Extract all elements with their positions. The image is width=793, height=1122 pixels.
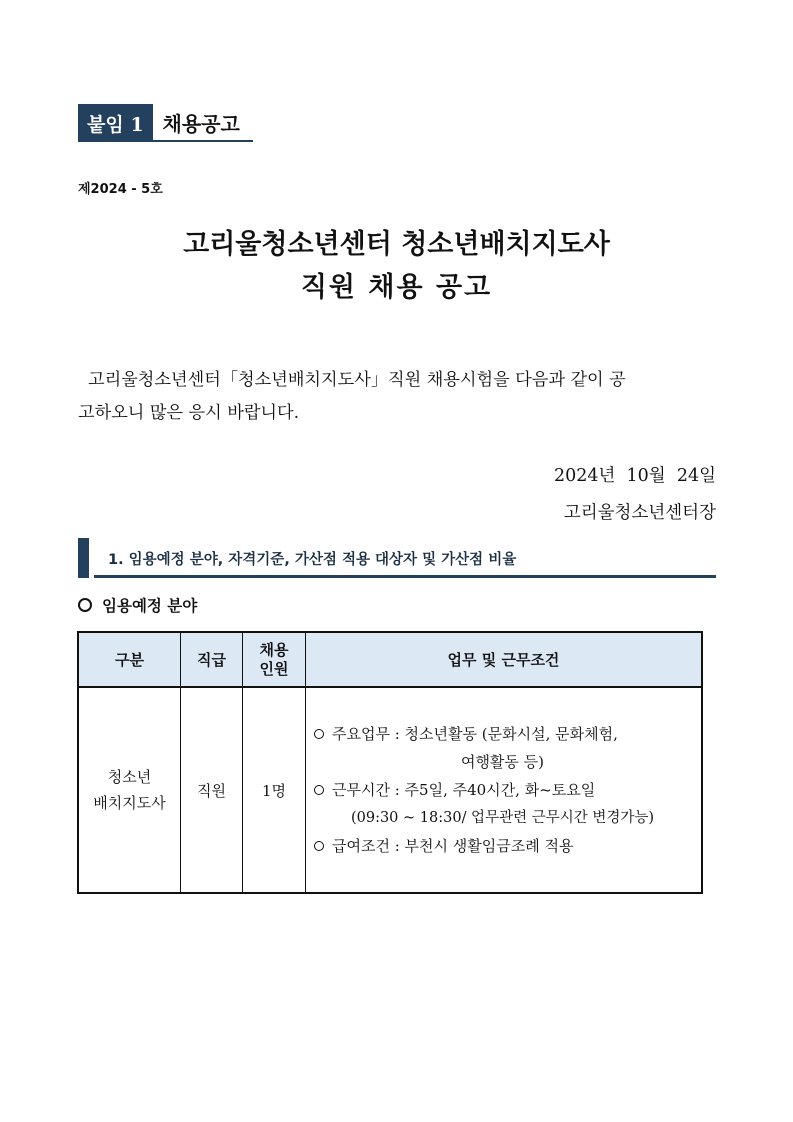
subsection-heading xyxy=(78,594,197,616)
table-row xyxy=(78,687,702,893)
duty-item-1: 주요업무 : 청소년활동 (문화시설, 문화체험, xyxy=(314,720,691,748)
attachment-tag: 붙임 1 xyxy=(78,104,153,142)
circle-bullet-icon xyxy=(78,598,92,612)
section-heading-text: 1. 임용예정 분야, 자격기준, 가산점 적용 대상자 및 가산점 비율 xyxy=(108,552,517,568)
duty-item-2-cont: (09:30 ~ 18:30/ 업무관련 근무시간 변경가능) xyxy=(350,810,655,826)
intro-paragraph xyxy=(78,364,718,430)
document-number: 제2024 - 5호 xyxy=(78,182,163,197)
cell-category xyxy=(78,687,181,893)
duty-item-1-cont: 여행활동 등) xyxy=(460,753,545,771)
header-hires xyxy=(243,632,306,687)
section-underline xyxy=(94,575,716,578)
duty-item-2: 근무시간 : 주5일, 주40시간, 화~토요일 xyxy=(314,776,691,804)
header-hires-line2: 인원 xyxy=(259,659,289,678)
cell-hires: 1명 xyxy=(243,687,306,893)
attachment-label xyxy=(78,104,253,142)
header-position: 직급 xyxy=(181,632,243,687)
intro-line2: 고하오니 많은 응시 바랍니다. xyxy=(78,403,300,423)
announcement-date: 2024년 10월 24일 xyxy=(553,466,716,486)
cell-position: 직원 xyxy=(181,687,243,893)
circle-bullet-icon xyxy=(314,785,324,795)
page-title-line1: 고리울청소년센터 청소년배치지도사 xyxy=(183,229,610,260)
header-hires-line1: 채용 xyxy=(259,640,289,659)
header-category: 구분 xyxy=(78,632,181,687)
header-duties: 업무 및 근무조건 xyxy=(306,632,703,687)
section-bar xyxy=(78,538,89,578)
circle-bullet-icon xyxy=(314,841,324,851)
attachment-title: 채용공고 xyxy=(153,104,253,142)
page-title-line2: 직원 채용 공고 xyxy=(300,272,493,303)
duty-item-3: 급여조건 : 부천시 생활임금조례 적용 xyxy=(314,832,691,860)
cell-duties xyxy=(306,687,703,893)
circle-bullet-icon xyxy=(314,729,324,739)
cell-category-line2: 배치지도사 xyxy=(93,794,166,812)
signature: 고리울청소년센터장 xyxy=(563,503,716,523)
subsection-text: 임용예정 분야 xyxy=(102,597,198,615)
section-heading xyxy=(78,538,716,578)
intro-line1: 고리울청소년센터「청소년배치지도사」직원 채용시험을 다음과 같이 공 xyxy=(88,370,626,390)
table-header-row xyxy=(78,632,702,687)
cell-category-line1: 청소년 xyxy=(107,768,152,786)
recruitment-table xyxy=(77,631,703,894)
